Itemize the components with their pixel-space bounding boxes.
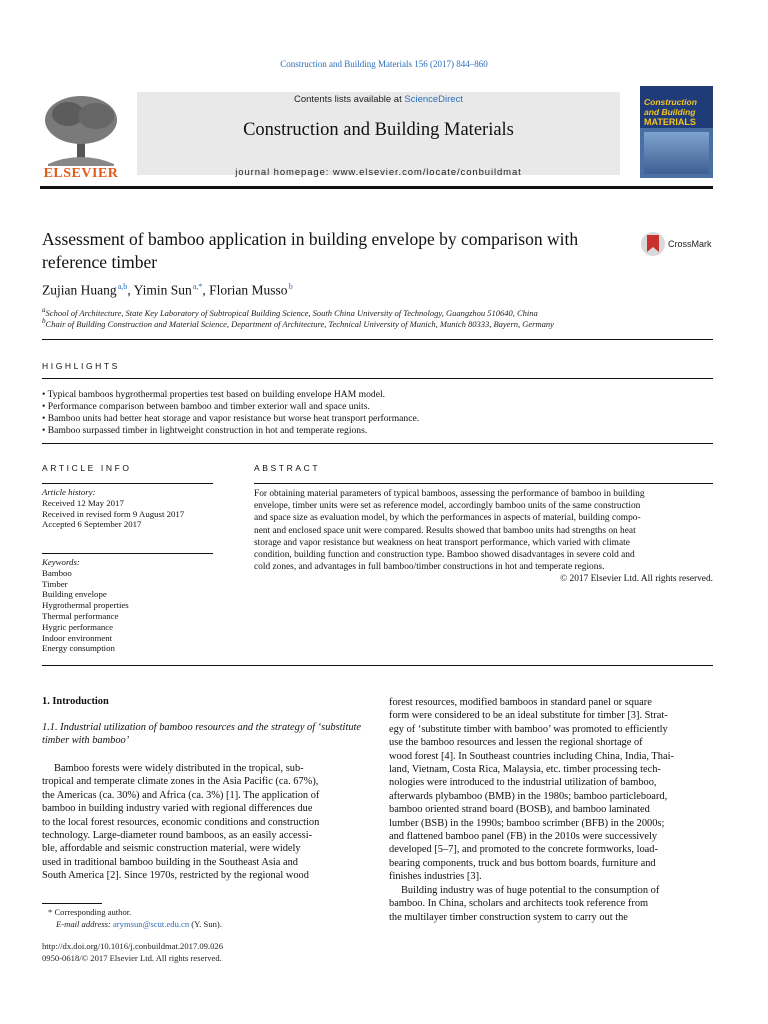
journal-title: Construction and Building Materials [243, 120, 514, 140]
body-line: the Americas (ca. 30%) and Africa (ca. 3%) [1]. The application of [42, 789, 320, 801]
keyword: Building envelope [42, 589, 107, 600]
author-separator: , [127, 282, 134, 298]
divider [42, 665, 713, 666]
body-line: lumber (BSB) in the 1990s; bamboo scrimber (BFB) in the 2000s; [389, 817, 665, 829]
subsection-heading: 1.1. Industrial utilization of bamboo resources and the strategy of ‘substitute timber with bamboo’ [42, 722, 362, 747]
divider [254, 483, 713, 484]
divider [42, 339, 713, 340]
keyword: Bamboo [42, 567, 72, 578]
sciencedirect-link[interactable]: ScienceDirect [404, 94, 463, 105]
email-link[interactable]: arymsun@scut.edu.cn [112, 919, 190, 929]
abstract-line: For obtaining material parameters of typical bamboos, assessing the performance of bamboo in building [254, 489, 645, 499]
footnote-rule [42, 903, 102, 904]
journal-homepage[interactable]: journal homepage: www.elsevier.com/locate/conbuildmat [235, 167, 522, 178]
body-line: Bamboo forests were widely distributed in the tropical, sub- [54, 763, 304, 774]
contents-prefix: Contents lists available at [294, 94, 405, 105]
keyword: Thermal performance [42, 610, 119, 621]
history-entry: Received 12 May 2017 [42, 497, 124, 508]
author-name: Yimin Sun [133, 282, 192, 298]
history-label: Article history: [42, 487, 96, 497]
keyword: Hygric performance [42, 621, 114, 632]
highlight-item: • Bamboo units had better heat storage and vapor resistance but worse heat transport performance. [42, 413, 420, 424]
cover-line-1: Construction [644, 97, 697, 107]
affiliation-text: Chair of Building Construction and Material Science, Department of Architecture, Technical University of Munich, Munich 80333, Bayern, Germany [45, 318, 554, 329]
body-line: afterwards plybamboo (BMB) in the 1980s; bamboo particleboard, [389, 790, 668, 802]
body-line: bearing components, truck and bus bottom boards, furniture and [389, 857, 656, 869]
journal-citation[interactable]: Construction and Building Materials 156 (2017) 844–860 [280, 59, 488, 69]
divider [42, 483, 213, 484]
body-line: nologies were introduced to the industrial utilization of bamboo, [389, 777, 657, 789]
publisher-logo-text: ELSEVIER [43, 166, 119, 181]
cover-line-3: MATERIALS [644, 117, 696, 127]
abstract-line: nent and enclosed space unit were compared. Results showed that bamboo units had strengths on heat [254, 525, 636, 536]
paper-title: Assessment of bamboo application in building envelope by comparison with reference timber [42, 229, 579, 272]
body-line: South America [2]. Since 1970s, restricted by the regional wood [42, 870, 309, 882]
body-line: Building industry was of huge potential to the consumption of [401, 884, 660, 896]
history-entry: Accepted 6 September 2017 [42, 519, 142, 530]
abstract-body [254, 488, 713, 586]
body-line: wood forest [4]. In Southeast countries including China, India, Thai- [389, 750, 674, 762]
body-line: finishes industries [3]. [389, 871, 482, 883]
history-entry: Received in revised form 9 August 2017 [42, 508, 185, 519]
author-name: Zujian Huang [42, 282, 117, 298]
highlight-text: Bamboo units had better heat storage and vapor resistance but worse heat transport performance. [47, 413, 420, 424]
cover-image [644, 132, 709, 174]
body-line: use the bamboo resources and lessen the regional shortage of [389, 737, 643, 749]
highlight-text: Bamboo surpassed timber in lightweight construction in hot and temperate regions. [47, 425, 368, 436]
abstract-heading: ABSTRACT [254, 463, 321, 473]
affiliation-b [42, 317, 554, 329]
highlight-text: Typical bamboos hygrothermal properties test based on building envelope HAM model. [47, 389, 386, 400]
body-line: ble, affordable and seismic construction material, were widely [42, 843, 301, 855]
body-line: tropical and temperate climate zones in the Asia Pacific (ca. 67%), [42, 776, 319, 788]
author-affiliation-mark[interactable]: a,* [192, 282, 203, 291]
highlight-item: • Bamboo surpassed timber in lightweight construction in hot and temperate regions. [42, 425, 368, 436]
highlight-item: • Typical bamboos hygrothermal properties test based on building envelope HAM model. [42, 389, 386, 400]
affiliation-text: School of Architecture, State Key Laboratory of Subtropical Building Science, South China University of Technology, Guangzhou 510640, China [45, 307, 538, 318]
corresponding-author-note: * Corresponding author. [48, 907, 132, 917]
abstract-copyright: © 2017 Elsevier Ltd. All rights reserved. [560, 574, 713, 585]
body-line: the multilayer timber construction system to carry out the [389, 911, 628, 923]
crossmark-label[interactable]: CrossMark [668, 239, 712, 249]
body-line: to the local forest resources, economic conditions and construction [42, 816, 320, 828]
highlights-list [42, 389, 722, 437]
contents-available-line [137, 94, 620, 105]
affiliation-mark: b [42, 317, 46, 325]
body-line: bamboo oriented strand board (BOSB), and bamboo laminated [389, 804, 650, 816]
crossmark-icon[interactable] [640, 230, 666, 258]
author-name: Florian Musso [209, 282, 288, 298]
abstract-line: cold zones, and advantages in full bamboo/timber constructions in hot and temperate regions. [254, 562, 605, 573]
keyword: Hygrothermal properties [42, 600, 129, 611]
email-prefix: E-mail address: [56, 919, 113, 929]
intro-left-column [42, 762, 366, 883]
divider [42, 378, 713, 379]
cover-line-2: and Building [644, 107, 696, 117]
body-line: bamboo. In China, scholars and architects took reference from [389, 898, 649, 910]
author-affiliation-mark[interactable]: b [288, 282, 293, 291]
abstract-line: storage and vapor resistance but weakness on heat transport performance, which varied with climate [254, 537, 630, 548]
body-line: egy of ‘substitute timber with bamboo’ was promoted to efficiently [389, 723, 668, 735]
abstract-line: envelope, timber units were set as reference model, accordingly bamboo units of the same construction [254, 501, 641, 512]
email-suffix: (Y. Sun). [189, 919, 222, 929]
article-info-heading: ARTICLE INFO [42, 463, 132, 473]
highlight-item: • Performance comparison between bamboo and timber exterior wall and space units. [42, 401, 370, 412]
body-line: and flattened bamboo panel (FB) in the 2010s were successively [389, 831, 658, 843]
body-line: form were considered to be an ideal substitute for timber [3]. Strat- [389, 710, 668, 722]
keyword: Timber [42, 578, 68, 589]
article-history [42, 487, 222, 530]
author-affiliation-mark[interactable]: a,b [117, 282, 128, 291]
body-line: land, Vietnam, Costa Rica, Malaysia, etc. timber processing tech- [389, 764, 661, 776]
divider [42, 553, 213, 554]
highlights-heading: HIGHLIGHTS [42, 361, 120, 371]
email-note [56, 919, 222, 930]
body-line: technology. Large-diameter round bamboos, as an easily accessi- [42, 830, 313, 842]
keyword: Indoor environment [42, 632, 113, 643]
intro-right-column [389, 696, 713, 924]
divider [42, 443, 713, 444]
abstract-line: and space size as evaluation model, by which the performances in aspects of material, building compo- [254, 513, 641, 524]
issn-line: 0950-0618/© 2017 Elsevier Ltd. All rights reserved. [42, 953, 222, 963]
keywords-block [42, 557, 222, 654]
author-separator: , [202, 282, 210, 298]
affiliation-mark: a [42, 306, 46, 314]
body-line: developed [5–7], and promoted to the concrete formworks, load- [389, 844, 658, 856]
keywords-label: Keywords: [42, 557, 80, 567]
cover-title [644, 97, 710, 127]
body-line: forest resources, modified bamboos in standard panel or square [389, 697, 652, 708]
body-line: used in traditional bamboo building in the Southeast Asia and [42, 856, 298, 868]
keyword: Energy consumption [42, 643, 115, 654]
abstract-line: condition, building function and construction type. Bamboo showed disadvantages in severe cold and [254, 550, 635, 561]
journal-cover[interactable] [640, 86, 713, 178]
doi-link[interactable]: http://dx.doi.org/10.1016/j.conbuildmat.2017.09.026 [42, 941, 224, 951]
body-line: bamboo in building industry varied with regional differences due [42, 803, 313, 815]
highlight-text: Performance comparison between bamboo and timber exterior wall and space units. [47, 401, 370, 412]
section-heading-introduction: 1. Introduction [42, 696, 109, 707]
author-list [42, 282, 293, 299]
masthead-rule [40, 186, 713, 189]
